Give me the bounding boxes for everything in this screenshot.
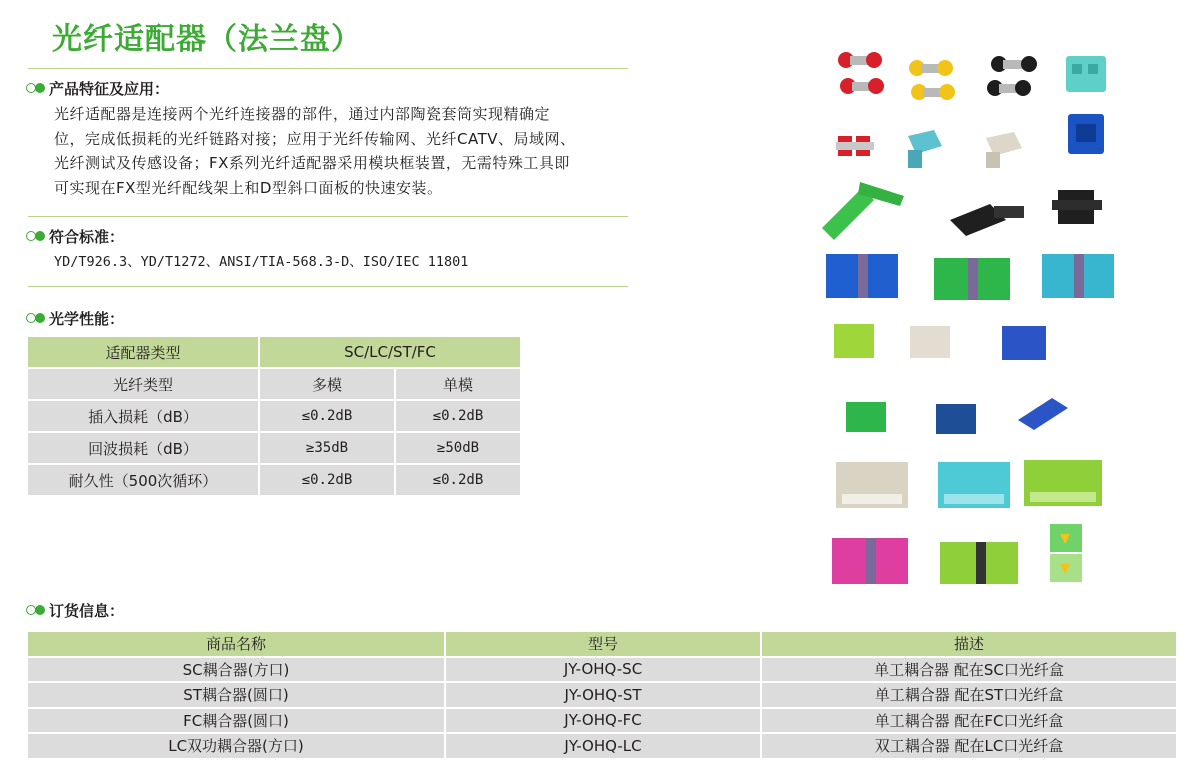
- shuttered-adapter-image: [1042, 518, 1094, 590]
- features-text: [54, 102, 644, 200]
- table-header-row: [27, 631, 1177, 657]
- table-cell: SC耦合器(方口): [27, 657, 445, 683]
- table-header-cell: 适配器类型: [27, 336, 259, 368]
- lc-duplex-adapter-beige-image: [904, 320, 964, 364]
- standards-heading: 符合标准：: [26, 226, 124, 246]
- lc-duplex-adapter-blue-image: [996, 320, 1058, 366]
- table-cell: ≥50dB: [395, 432, 521, 464]
- features-line: 位，完成低损耗的光纤链路对接；应用于光纤传输网、光纤CATV、局域网、: [54, 129, 576, 148]
- fc-adapter-red-image: [834, 128, 878, 164]
- table-row: [27, 464, 521, 496]
- table-cell: 单工耦合器 配在FC口光纤盒: [761, 708, 1177, 734]
- features-line: 光纤测试及传感设备；FX系列光纤适配器采用模块框装置，无需特殊工具即: [54, 154, 570, 172]
- table-cell: ST耦合器(圆口): [27, 682, 445, 708]
- table-row: [27, 733, 1177, 759]
- table-cell: ≤0.2dB: [259, 400, 395, 432]
- lc-duplex-adapter-green-image: [828, 318, 888, 364]
- table-cell: ≤0.2dB: [395, 400, 521, 432]
- features-line: 光纤适配器是连接两个光纤连接器的部件，通过内部陶瓷套筒实现精确定: [54, 105, 551, 123]
- optical-heading: 光学性能：: [26, 308, 124, 328]
- lc-apc-adapter-green-image: [840, 394, 906, 442]
- sc-duplex-adapter-lime-image: [936, 534, 1026, 592]
- table-row: [27, 657, 1177, 683]
- table-header-row: [27, 336, 521, 368]
- st-adapter-red-image: [832, 46, 890, 104]
- lc-adapter-aqua-image: [1060, 50, 1116, 100]
- table-cell: 单模: [395, 368, 521, 400]
- table-cell: 单工耦合器 配在ST口光纤盒: [761, 682, 1177, 708]
- table-cell: JY-OHQ-SC: [445, 657, 761, 683]
- sc-apc-adapter-aqua-image: [900, 126, 950, 172]
- lc-quad-adapter-beige-image: [830, 454, 918, 516]
- sc-duplex-adapter-green-image: [930, 250, 1020, 308]
- bullet-dots-icon: [26, 231, 45, 241]
- table-cell: ≤0.2dB: [259, 464, 395, 496]
- bullet-dots-icon: [26, 83, 45, 93]
- table-row: [27, 682, 1177, 708]
- sc-duplex-adapter-aqua-image: [1038, 246, 1124, 306]
- features-heading: 产品特征及应用：: [26, 78, 169, 98]
- sc-apc-adapter-beige-image: [980, 128, 1030, 174]
- divider: [28, 216, 628, 217]
- table-cell: 多模: [259, 368, 395, 400]
- optical-performance-table: [26, 335, 522, 497]
- table-cell: 插入损耗（dB）: [27, 400, 259, 432]
- sc-adapter-black-image: [1048, 180, 1110, 240]
- lc-quad-adapter-aqua-image: [932, 454, 1020, 516]
- table-cell: 光纤类型: [27, 368, 259, 400]
- bullet-dots-icon: [26, 605, 45, 615]
- table-cell: ≥35dB: [259, 432, 395, 464]
- st-adapter-yellow-image: [905, 54, 963, 106]
- page-title: 光纤适配器（法兰盘）: [52, 22, 362, 57]
- table-cell: JY-OHQ-ST: [445, 682, 761, 708]
- sc-adapter-blue-image: [1060, 106, 1114, 164]
- lc-quad-adapter-green-image: [1018, 452, 1112, 514]
- bullet-dots-icon: [26, 313, 45, 323]
- table-cell: 回波损耗（dB）: [27, 432, 259, 464]
- table-cell: 双工耦合器 配在LC口光纤盒: [761, 733, 1177, 759]
- lc-apc-adapter-blue-image: [1012, 390, 1078, 434]
- table-cell: ≤0.2dB: [395, 464, 521, 496]
- table-cell: JY-OHQ-FC: [445, 708, 761, 734]
- standards-text: YD/T926.3、YD/T1272、ANSI/TIA-568.3-D、ISO/IEC 11801: [54, 254, 469, 270]
- table-cell: 耐久性（500次循环）: [27, 464, 259, 496]
- table-header-cell: 商品名称: [27, 631, 445, 657]
- lc-apc-adapter-navy-image: [930, 396, 994, 442]
- features-line: 可实现在FX型光纤配线架上和D型斜口面板的快速安装。: [54, 178, 443, 197]
- order-heading: 订货信息：: [26, 600, 124, 620]
- table-row: [27, 400, 521, 432]
- table-row: [27, 432, 521, 464]
- st-adapter-black-image: [985, 52, 1043, 104]
- order-info-table: [26, 630, 1178, 760]
- divider: [28, 286, 628, 287]
- table-cell: LC双功耦合器(方口): [27, 733, 445, 759]
- product-gallery: [820, 40, 1120, 600]
- sc-apc-adapter-black-image: [944, 190, 1034, 246]
- sc-duplex-adapter-magenta-image: [828, 530, 916, 592]
- sc-duplex-adapter-blue-image: [822, 246, 908, 306]
- table-header-cell: SC/LC/ST/FC: [259, 336, 521, 368]
- divider: [28, 68, 628, 69]
- table-cell: FC耦合器(圆口): [27, 708, 445, 734]
- sc-apc-adapter-green-image: [812, 170, 932, 246]
- table-row: [27, 708, 1177, 734]
- table-header-cell: 型号: [445, 631, 761, 657]
- table-cell: 单工耦合器 配在SC口光纤盒: [761, 657, 1177, 683]
- table-cell: JY-OHQ-LC: [445, 733, 761, 759]
- table-row: [27, 368, 521, 400]
- table-header-cell: 描述: [761, 631, 1177, 657]
